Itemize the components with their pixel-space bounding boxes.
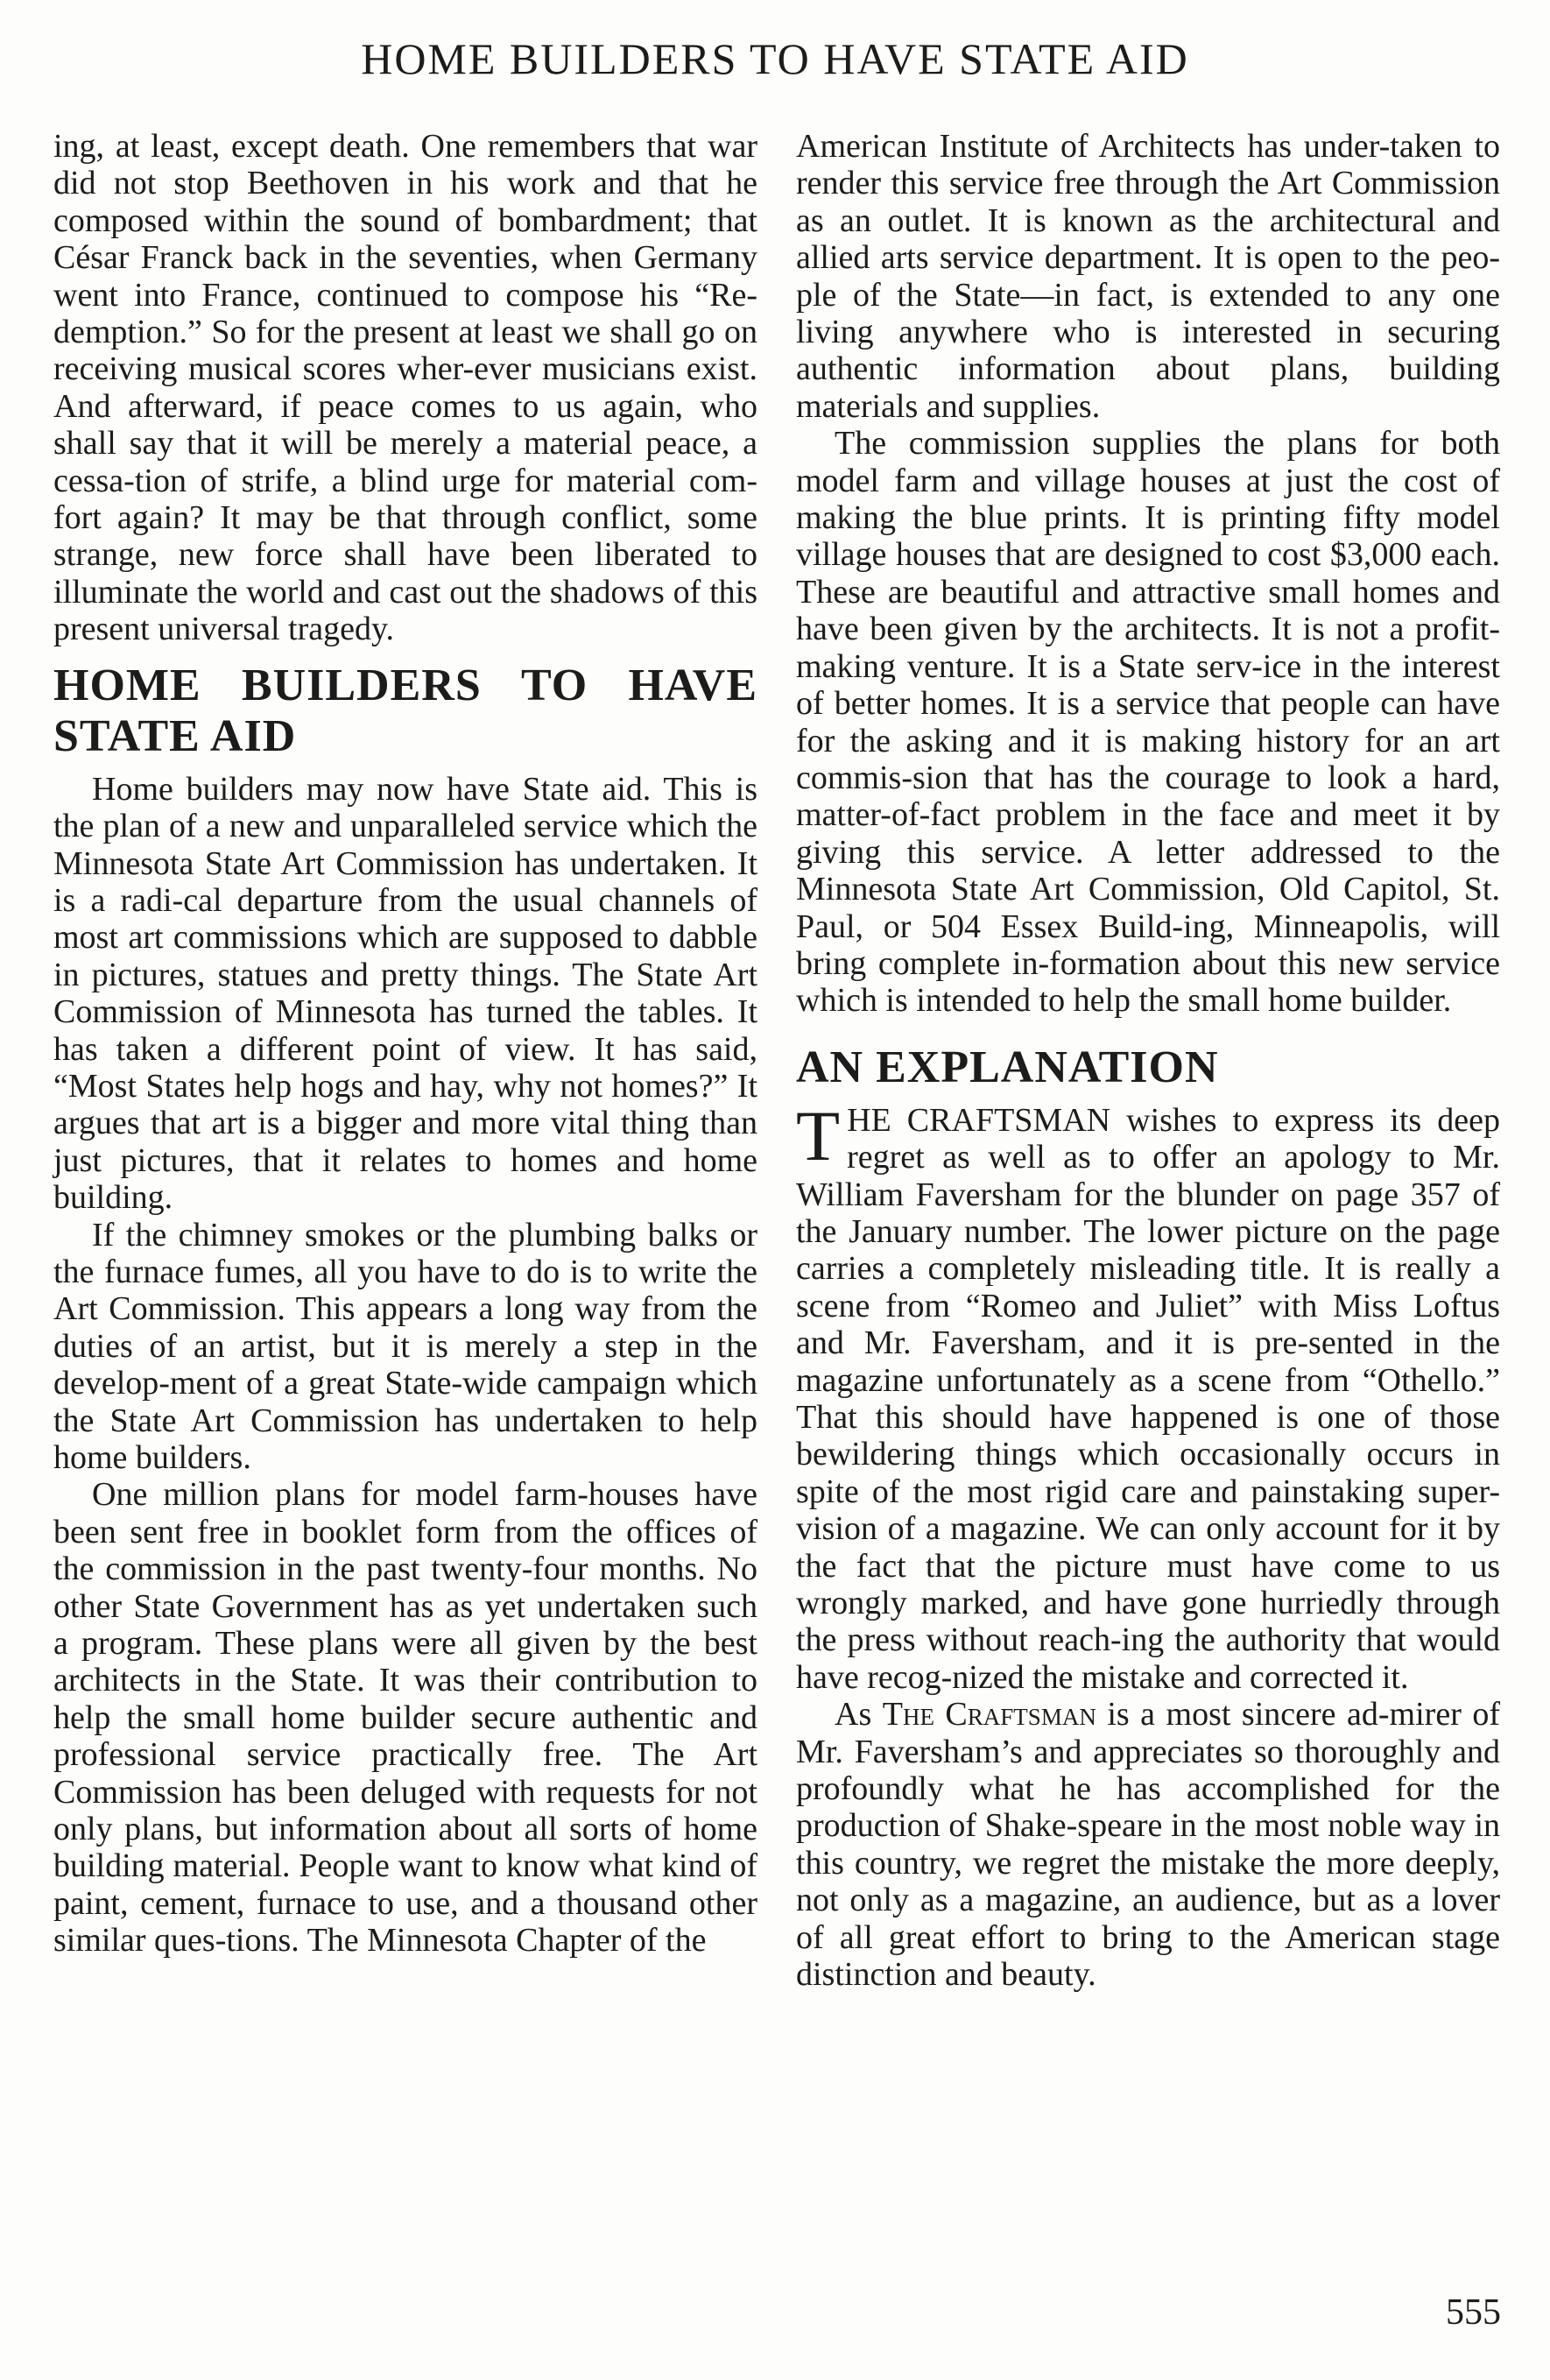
running-head: HOME BUILDERS TO HAVE STATE AID [361,34,1189,83]
right-column [796,128,1500,1994]
explanation-paragraph [796,1696,1500,1993]
explanation-lead-caps: HE CRAFTSMAN [847,1101,1111,1139]
explanation-text: is a most sincere ad-mirer of Mr. Faversham’s and appreciates so thoroughly and profoundly what he has accomplished for the production of Shake-speare in the most noble way in this country, we regret the mistake the more deeply, not only as a magazine, an audience, but as a lover of all great effort to bring to the American stage distinction and beauty. [796,1696,1500,1994]
left-column [53,128,757,1960]
continued-paragraph: ing, at least, except death. One remembers that war did not stop Beethoven in his work and that he composed within the sound of bombardment; that César Franck back in the seventies, when Germany went into France, continued to compose his “Re-demption.” So for the present at least we shall go on receiving musical scores wher-ever musicians exist. And afterward, if peace comes to us again, who shall say that it will be merely a material peace, a cessa-tion of strife, a blind urge for material com-fort again? It may be that through conflict, some strange, new force shall have been liberated to illuminate the world and cast out the shadows of this present universal tragedy. [53,128,757,648]
article-paragraph: Home builders may now have State aid. This is the plan of a new and unparalleled service which the Minnesota State Art Commission has undertaken. It is a radi-cal departure from the usual channels of most art commissions which are supposed to dabble in pictures, statues and pretty things. The State Art Commission of Minnesota has turned the tables. It has taken a different point of view. It has said, “Most States help hogs and hay, why not homes?” It argues that art is a bigger and more vital thing than just pictures, that it relates to homes and home building. [53,770,757,1217]
drop-cap: T [796,1095,841,1176]
explanation-paragraph [796,1095,1500,1697]
article-paragraph: The commission supplies the plans for both model farm and village houses at just the cost of making the blue prints. It is printing fifty model village houses that are designed to cost $3,000 each. These are beautiful and attractive small homes and have been given by the architects. It is not a profit-making venture. It is a State serv-ice in the interest of better homes. It is a service that people can have for the asking and it is making history for an art commis-sion that has the courage to look a hard, matter-of-fact problem in the face and meet it by giving this service. A letter addressed to the Minnesota State Art Commission, Old Capitol, St. Paul, or 504 Essex Build-ing, Minneapolis, will bring complete in-formation about this new service which is intended to help the small home builder. [796,425,1500,1020]
article-paragraph: American Institute of Architects has under-taken to render this service free through the Art Commission as an outlet. It is known as the architectural and allied arts service department. It is open to the peo-ple of the State—in fact, is extended to any one living anywhere who is interested in securing authentic information about plans, building materials and supplies. [796,128,1500,425]
magazine-name: The Craftsman [882,1696,1096,1734]
article-paragraph: If the chimney smokes or the plumbing balks or the furnace fumes, all you have to do is to write the Art Commission. This appears a long way from the duties of an artist, but it is merely a step in the develop-ment of a great State-wide campaign which the State Art Commission has undertaken to help home builders. [53,1216,757,1476]
article-paragraph: One million plans for model farm-houses have been sent free in booklet form from the offices of the commission in the past twenty-four months. No other State Government has as yet undertaken such a program. These plans were all given by the best architects in the State. It was their contribution to help the small home builder secure authentic and professional service practically free. The Art Commission has been deluged with requests for not only plans, but information about all sorts of home building material. People want to know what kind of paint, cement, furnace to use, and a thousand other similar ques-tions. The Minnesota Chapter of the [53,1476,757,1960]
explanation-text: wishes to express its deep regret as well as to offer an apology to Mr. William Faversham for the blunder on page 357 of the January number. The lower picture on the page carries a completely misleading title. It is really a scene from “Romeo and Juliet” with Miss Loftus and Mr. Faversham, and it is pre-sented in the magazine unfortunately as a scene from “Othello.” That this should have happened is one of those bewildering things which occasionally occurs in spite of the most rigid care and painstaking super-vision of a magazine. We can only account for it by the fact that the picture must have come to us wrongly marked, and have gone hurriedly through the press without reach-ing the authority that would have recog-nized the mistake and corrected it. [796,1101,1500,1696]
article-heading: HOME BUILDERS TO HAVE STATE AID [53,660,757,761]
explanation-heading: AN EXPLANATION [796,1042,1219,1092]
page-number: 555 [1446,2292,1501,2333]
explanation-intro: As [835,1696,883,1734]
